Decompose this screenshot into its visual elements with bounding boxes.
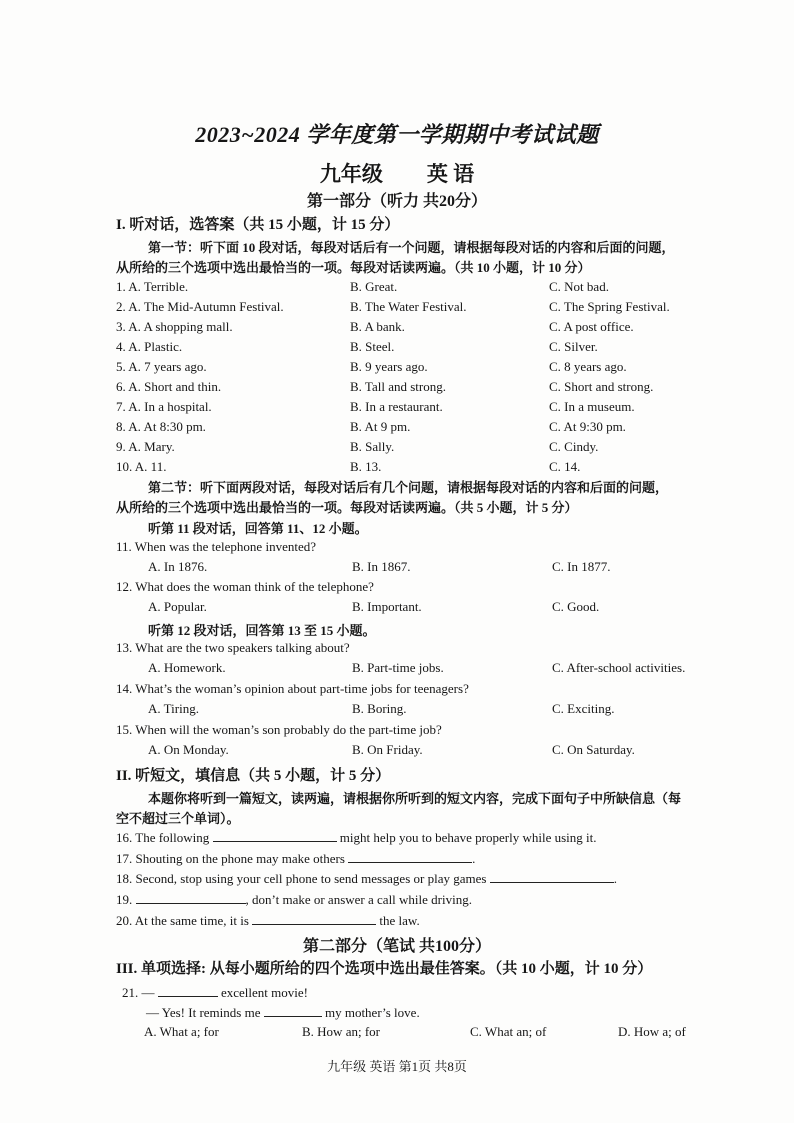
q14-option-b: B. Boring. [352,701,407,716]
q21-option-b: B. How an; for [302,1024,380,1039]
question-12: 12. What does the woman think of the telephone? [116,579,374,594]
section-i-part2-instructions-line1: 第二节：听下面两段对话，每段对话后有几个问题，请根据每段对话的内容和后面的问题， [148,480,669,495]
q13-option-a: A. Homework. [148,660,226,675]
section-i-part1-instructions-line2: 从所给的三个选项中选出最恰当的一项。每段对话读两遍。（共 10 小题，计 10 分） [116,260,591,275]
q16-text-after: might help you to behave properly while using it. [339,830,597,845]
question-16 [116,829,597,846]
grade-label: 九年级 [319,162,383,186]
question-19 [116,891,472,908]
q14-option-c: C. Exciting. [552,701,615,716]
subject-label: 英 语 [426,162,475,186]
section-ii-instructions-line2: 空不超过三个单词）。 [116,811,240,826]
item-2-option-c: C. The Spring Festival. [549,299,670,314]
q21-reply-after: my mother’s love. [324,1005,420,1020]
q15-option-a: A. On Monday. [148,742,229,757]
question-20 [116,912,420,929]
q21-text-after: excellent movie! [221,985,308,1000]
q17-answer-blank[interactable] [348,850,472,863]
section-ii-instructions-line1: 本题你将听到一篇短文，读两遍，请根据你所听到的短文内容，完成下面句子中所缺信息（每 [148,791,682,806]
q12-option-a: A. Popular. [148,599,207,614]
item-2-option-a: 2. A. The Mid-Autumn Festival. [116,299,284,314]
q16-text-before: 16. The following [116,830,210,845]
item-5-option-b: B. 9 years ago. [350,359,428,374]
item-6-option-b: B. Tall and strong. [350,379,446,394]
q17-text-before: 17. Shouting on the phone may make others [116,851,345,866]
item-5-option-c: C. 8 years ago. [549,359,627,374]
item-5-option-a: 5. A. 7 years ago. [116,359,207,374]
q14-option-a: A. Tiring. [148,701,199,716]
item-1-option-a: 1. A. Terrible. [116,279,189,294]
item-2-option-b: B. The Water Festival. [350,299,467,314]
section-ii-heading: II. 听短文，填信息（共 5 小题，计 5 分） [116,768,391,784]
q21-answer-blank-1[interactable] [158,984,218,997]
q18-answer-blank[interactable] [490,870,614,883]
item-9-option-a: 9. A. Mary. [116,439,175,454]
section-i-heading: I. 听对话，选答案（共 15 小题，计 15 分） [116,217,400,233]
q21-answer-blank-2[interactable] [264,1004,322,1017]
question-13: 13. What are the two speakers talking about? [116,640,350,655]
question-11: 11. When was the telephone invented? [116,539,316,554]
part1-heading: 第一部分（听力 共20分） [306,193,487,210]
item-9-option-b: B. Sally. [350,439,395,454]
q18-text-after: . [613,871,617,886]
dialog-12-instruction: 听第 12 段对话，回答第 13 至 15 小题。 [148,623,376,638]
item-3-option-b: B. A bank. [350,319,405,334]
item-7-option-c: C. In a museum. [549,399,635,414]
q16-answer-blank[interactable] [213,829,337,842]
item-8-option-c: C. At 9:30 pm. [549,419,626,434]
question-15: 15. When will the woman’s son probably do the part-time job? [116,722,442,737]
q17-text-after: . [472,851,476,866]
q21-option-a: A. What a; for [144,1024,219,1039]
q20-text-after: the law. [379,913,420,928]
item-1-option-b: B. Great. [350,279,398,294]
item-3-option-a: 3. A. A shopping mall. [116,319,233,334]
item-10-option-a: 10. A. 11. [116,459,167,474]
question-17 [116,850,475,867]
item-7-option-a: 7. A. In a hospital. [116,399,212,414]
section-i-part1-instructions-line1: 第一节：听下面 10 段对话，每段对话后有一个问题，请根据每段对话的内容和后面的问题， [148,240,675,255]
item-1-option-c: C. Not bad. [549,279,609,294]
q11-option-c: C. In 1877. [552,559,611,574]
q19-text-before: 19. [116,892,133,907]
item-10-option-b: B. 13. [350,459,382,474]
item-3-option-c: C. A post office. [549,319,634,334]
section-i-part2-instructions-line2: 从所给的三个选项中选出最恰当的一项。每段对话读两遍。（共 5 小题，计 5 分） [116,500,578,515]
item-9-option-c: C. Cindy. [549,439,599,454]
question-18 [116,870,617,887]
q19-text-after: , don’t make or answer a call while driving. [245,892,472,907]
q15-option-c: C. On Saturday. [552,742,635,757]
exam-title: 2023~2024 学年度第一学期期中考试试题 [195,122,599,147]
q21-text-before: 21. — [122,985,155,1000]
item-8-option-a: 8. A. At 8:30 pm. [116,419,206,434]
grade-subject [0,158,794,188]
dialog-11-instruction: 听第 11 段对话，回答第 11、12 小题。 [148,521,368,536]
q11-option-a: A. In 1876. [148,559,208,574]
question-21 [122,984,308,1001]
q20-text-before: 20. At the same time, it is [116,913,249,928]
item-4-option-a: 4. A. Plastic. [116,339,183,354]
section-iii-heading: III. 单项选择: 从每小题所给的四个选项中选出最佳答案。（共 10 小题，计 10 分） [116,961,653,977]
question-21-reply [146,1004,420,1021]
q19-answer-blank[interactable] [136,891,246,904]
q18-text-before: 18. Second, stop using your cell phone to send messages or play games [116,871,487,886]
item-8-option-b: B. At 9 pm. [350,419,411,434]
q21-reply-before: — Yes! It reminds me [146,1005,261,1020]
item-4-option-b: B. Steel. [350,339,395,354]
item-6-option-c: C. Short and strong. [549,379,654,394]
q21-option-c: C. What an; of [470,1024,547,1039]
question-14: 14. What’s the woman’s opinion about part-time jobs for teenagers? [116,681,469,696]
q11-option-b: B. In 1867. [352,559,411,574]
item-7-option-b: B. In a restaurant. [350,399,443,414]
q12-option-b: B. Important. [352,599,422,614]
q13-option-c: C. After-school activities. [552,660,686,675]
q15-option-b: B. On Friday. [352,742,423,757]
q12-option-c: C. Good. [552,599,600,614]
item-6-option-a: 6. A. Short and thin. [116,379,222,394]
page-footer: 九年级 英语 第1页 共8页 [327,1059,467,1074]
q20-answer-blank[interactable] [252,912,376,925]
q13-option-b: B. Part-time jobs. [352,660,444,675]
part2-heading: 第二部分（笔试 共100分） [302,938,491,955]
q21-option-d: D. How a; of [618,1024,686,1039]
item-4-option-c: C. Silver. [549,339,598,354]
item-10-option-c: C. 14. [549,459,581,474]
